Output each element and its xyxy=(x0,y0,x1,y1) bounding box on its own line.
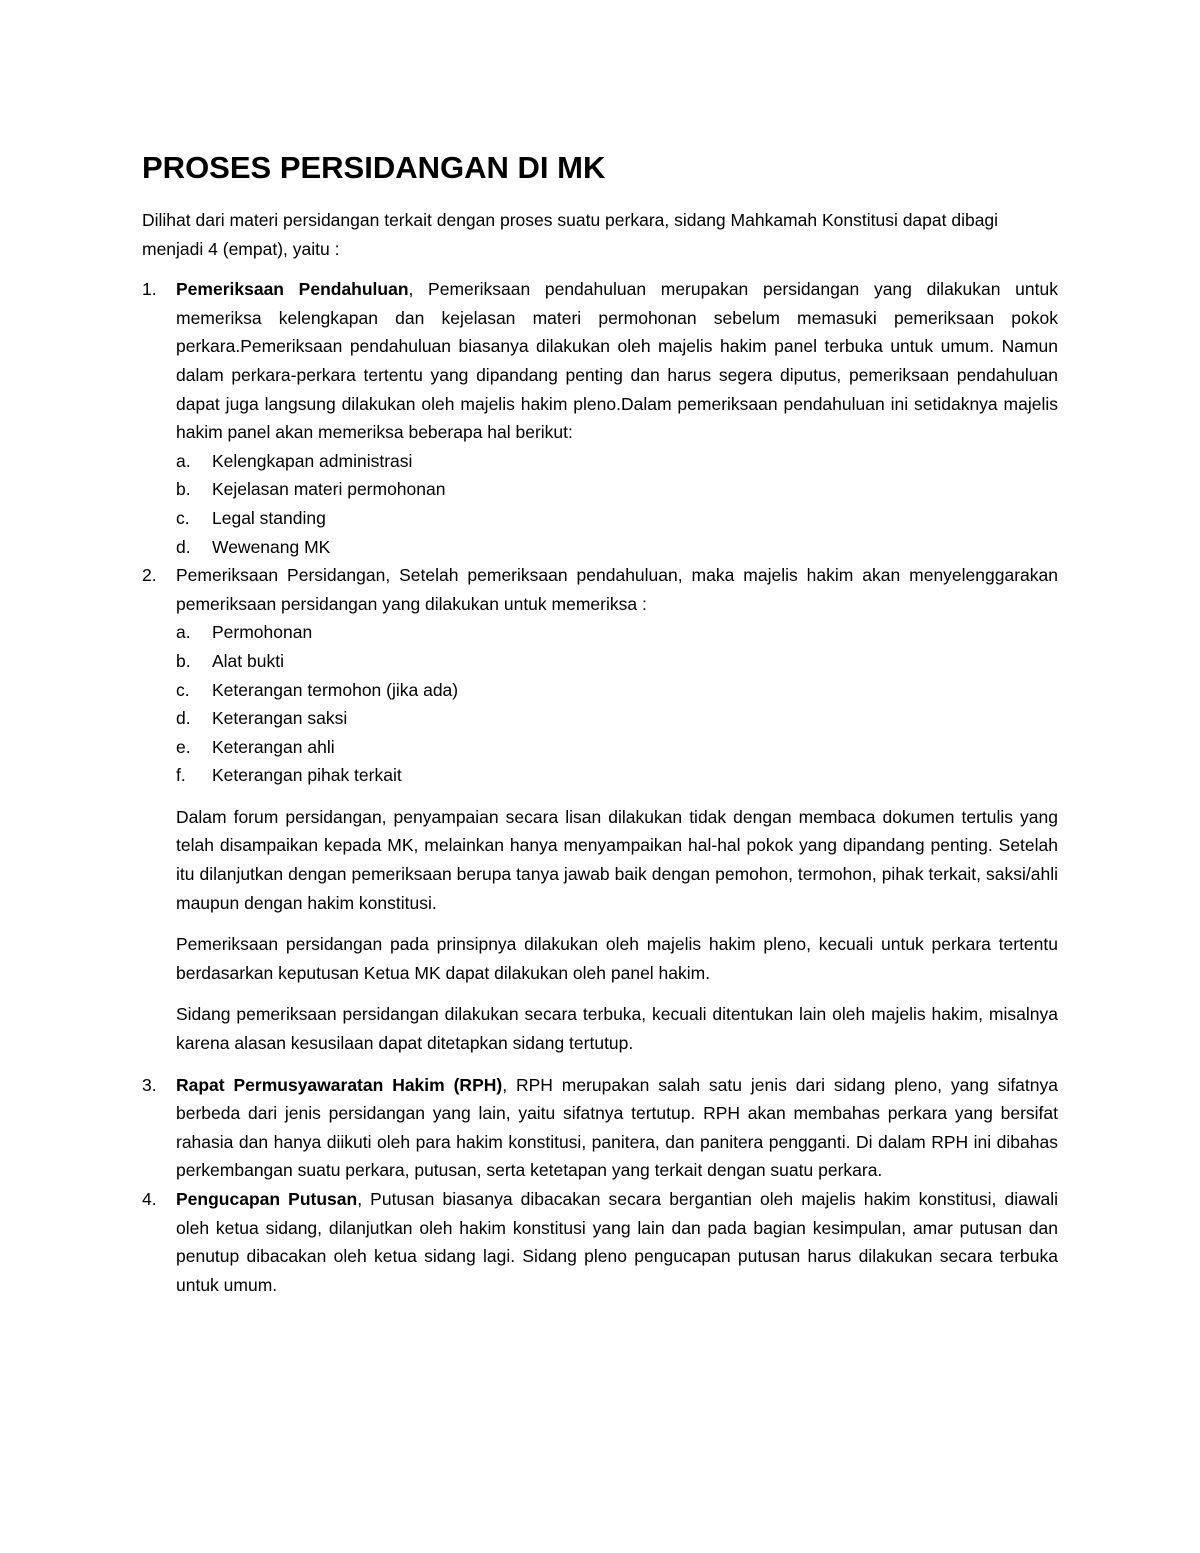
body-paragraph: Sidang pemeriksaan persidangan dilakukan secara terbuka, kecuali ditentukan lain oleh majelis hakim, misalnya karena alasan kesusilaan dapat ditetapkan sidang tertutup. xyxy=(176,1004,1058,1054)
list-number: 3. xyxy=(142,1074,157,1095)
body-paragraph: Pemeriksaan persidangan pada prinsipnya dilakukan oleh majelis hakim pleno, kecuali untuk perkara tertentu berdasarkan keputusan Ketua MK dapat dilakukan oleh panel hakim. xyxy=(176,934,1058,983)
list-item-1 xyxy=(142,275,1058,561)
item-heading: Rapat Permusyawaratan Hakim (RPH) xyxy=(176,1074,503,1095)
sub-list xyxy=(176,447,1058,561)
sub-text: Keterangan pihak terkait xyxy=(212,765,402,786)
intro-paragraph: Dilihat dari materi persidangan terkait dengan proses suatu perkara, sidang Mahkamah Konstitusi dapat dibagi menjadi 4 (empat), yaitu : xyxy=(142,210,999,259)
sub-text: Wewenang MK xyxy=(212,536,331,557)
list-number: 1. xyxy=(142,279,157,300)
sub-text: Kelengkapan administrasi xyxy=(212,450,413,471)
sub-text: Keterangan termohon (jika ada) xyxy=(212,679,459,700)
sub-letter: c. xyxy=(176,507,190,528)
sub-item xyxy=(176,533,1058,562)
sub-letter: b. xyxy=(176,650,191,671)
sub-item xyxy=(176,504,1058,533)
sub-item xyxy=(176,704,1058,733)
item-text: , Putusan biasanya dibacakan secara bergantian oleh majelis hakim konstitusi, diawali oleh ketua sidang, dilanjutkan oleh hakim konstitusi yang lain dan pada bagian kesimpulan, amar putusan dan penutup dibacakan oleh ketua sidang lagi. Sidang pleno pengucapan putusan harus dilakukan secara terbuka untuk umum. xyxy=(176,1189,1058,1295)
sub-letter: e. xyxy=(176,736,191,757)
list-number: 2. xyxy=(142,565,157,586)
list-item-3 xyxy=(142,1071,1058,1185)
item-text: , RPH merupakan salah satu jenis dari sidang pleno, yang sifatnya berbeda dari jenis persidangan yang lain, yaitu sifatnya tertutup. RPH akan membahas perkara yang bersifat rahasia dan hanya diikuti oleh para hakim konstitusi, panitera, dan panitera pengganti. Di dalam RPH ini dibahas perkembangan suatu perkara, putusan, serta ketetapan yang terkait dengan suatu perkara. xyxy=(176,1074,1058,1181)
document-title: PROSES PERSIDANGAN DI MK xyxy=(142,150,606,185)
body-paragraph: Dalam forum persidangan, penyampaian secara lisan dilakukan tidak dengan membaca dokumen tertulis yang telah disampaikan kepada MK, melainkan hanya menyampaikan hal-hal pokok yang dipandang penting. Setelah itu dilanjutkan dengan pemeriksaan berupa tanya jawab baik dengan pemohon, termohon, pihak terkait, saksi/ahli maupun dengan hakim konstitusi. xyxy=(176,806,1058,913)
sub-item xyxy=(176,447,1058,476)
sub-text: Alat bukti xyxy=(212,650,284,671)
sub-letter: d. xyxy=(176,536,191,557)
sub-letter: b. xyxy=(176,479,191,500)
sub-letter: d. xyxy=(176,708,191,729)
sub-text: Keterangan ahli xyxy=(212,736,335,757)
main-list xyxy=(142,275,1058,1299)
item-heading: Pengucapan Putusan xyxy=(176,1189,358,1209)
item-paragraph xyxy=(176,275,1058,447)
list-item-2 xyxy=(142,561,1058,1058)
sub-item xyxy=(176,733,1058,762)
sub-letter: a. xyxy=(176,450,191,471)
item-paragraph xyxy=(176,1185,1058,1299)
document-content xyxy=(142,148,1058,1299)
sub-letter: a. xyxy=(176,622,191,643)
list-number: 4. xyxy=(142,1189,157,1209)
item-paragraph: Pemeriksaan Persidangan, Setelah pemeriksaan pendahuluan, maka majelis hakim akan menyelenggarakan pemeriksaan persidangan yang dilakukan untuk memeriksa : xyxy=(176,565,1058,614)
sub-item xyxy=(176,475,1058,504)
sub-text: Permohonan xyxy=(212,622,313,643)
sub-text: Keterangan saksi xyxy=(212,708,348,729)
sub-item xyxy=(176,647,1058,676)
sub-letter: c. xyxy=(176,679,190,700)
sub-letter: f. xyxy=(176,765,186,786)
sub-text: Kejelasan materi permohonan xyxy=(212,479,446,500)
sub-item xyxy=(176,676,1058,705)
item-heading: Pemeriksaan Pendahuluan xyxy=(176,279,409,300)
item-text: , Pemeriksaan pendahuluan merupakan persidangan yang dilakukan untuk memeriksa kelengkapan dan kejelasan materi permohonan sebelum memasuki pemeriksaan pokok perkara.Pemeriksaan pendahuluan biasanya dilakukan oleh majelis hakim panel terbuka untuk umum. Namun dalam perkara-perkara tertentu yang dipandang penting dan harus segera diputus, pemeriksaan pendahuluan dapat juga langsung dilakukan oleh majelis hakim pleno.Dalam pemeriksaan pendahuluan ini setidaknya majelis hakim panel akan memeriksa beberapa hal berikut: xyxy=(176,279,1058,443)
sub-text: Legal standing xyxy=(212,507,326,528)
list-item-4 xyxy=(142,1185,1058,1299)
sub-list xyxy=(176,618,1058,790)
item-paragraph xyxy=(176,1071,1058,1185)
sub-item xyxy=(176,761,1058,790)
sub-item xyxy=(176,618,1058,647)
